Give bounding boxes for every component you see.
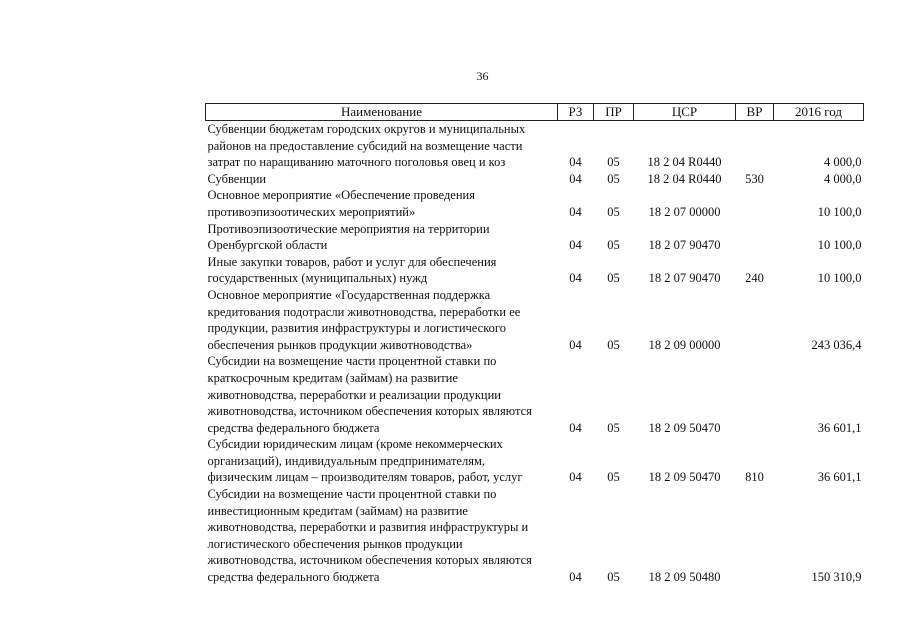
row-name: Основное мероприятие «Обеспечение проведения противоэпизоотических мероприятий» bbox=[207, 188, 475, 219]
row-amount: 10 100,0 bbox=[817, 204, 862, 219]
row-name: Противоэпизоотические мероприятия на территории Оренбургской области bbox=[207, 221, 490, 253]
header-rz: РЗ bbox=[558, 104, 594, 121]
row-vr: 530 bbox=[745, 171, 764, 186]
table-row bbox=[206, 353, 864, 436]
row-vr bbox=[736, 287, 774, 353]
row-pr: 05 bbox=[607, 204, 620, 219]
table-row bbox=[206, 287, 864, 353]
budget-table bbox=[205, 103, 864, 586]
header-year: 2016 год bbox=[774, 104, 864, 121]
header-pr: ПР bbox=[594, 104, 634, 121]
row-pr: 05 bbox=[607, 570, 620, 585]
row-pr: 05 bbox=[607, 420, 620, 435]
row-amount: 36 601,1 bbox=[817, 470, 862, 485]
row-amount: 10 100,0 bbox=[817, 271, 862, 286]
row-vr bbox=[736, 121, 774, 171]
row-rz: 04 bbox=[569, 204, 582, 219]
row-csr: 18 2 07 00000 bbox=[648, 204, 721, 219]
row-pr: 05 bbox=[607, 470, 620, 485]
table-header-row bbox=[206, 104, 864, 121]
row-name: Субвенции bbox=[207, 171, 267, 186]
row-name: Субсидии на возмещение части процентной ставки по краткосрочным кредитам (займам) на развитие животноводства, переработки и реализации продукции животноводства, источником обеспечения которых являются средства федерального бюджета bbox=[207, 354, 532, 435]
row-pr: 05 bbox=[607, 171, 620, 186]
row-rz: 04 bbox=[569, 570, 582, 585]
row-name: Субсидии юридическим лицам (кроме некоммерческих организаций), индивидуальным предпринимателям, физическим лицам – производителям товаров, работ, услуг bbox=[207, 437, 523, 485]
header-name: Наименование bbox=[206, 104, 558, 121]
row-csr: 18 2 07 90470 bbox=[648, 238, 721, 253]
header-csr: ЦСР bbox=[634, 104, 736, 121]
row-pr: 05 bbox=[607, 271, 620, 286]
table-row bbox=[206, 486, 864, 586]
row-pr: 05 bbox=[607, 337, 620, 352]
row-amount: 4 000,0 bbox=[824, 155, 862, 170]
row-name: Субсидии на возмещение части процентной ставки по инвестиционным кредитам (займам) на развитие животноводства, переработки и развития инфраструктуры и логистического обеспечения рынков продукции животноводства, источником обеспечения которых являются средства федерального бюджета bbox=[207, 487, 532, 585]
row-rz: 04 bbox=[569, 155, 582, 170]
row-name: Иные закупки товаров, работ и услуг для обеспечения государственных (муниципальных) нужд bbox=[207, 254, 497, 286]
row-vr bbox=[736, 486, 774, 586]
row-vr: 810 bbox=[745, 470, 764, 485]
row-name: Основное мероприятие «Государственная поддержка кредитования подотрасли животноводства, переработки ее продукции, развития инфраструктуры и логистического обеспечения рынков продукции животноводства» bbox=[207, 287, 521, 352]
table-row bbox=[206, 121, 864, 171]
row-vr bbox=[736, 221, 774, 254]
row-rz: 04 bbox=[569, 271, 582, 286]
row-rz: 04 bbox=[569, 420, 582, 435]
row-csr: 18 2 09 50480 bbox=[648, 570, 721, 585]
row-csr: 18 2 09 00000 bbox=[648, 337, 721, 352]
row-amount: 4 000,0 bbox=[824, 171, 862, 186]
row-name: Субвенции бюджетам городских округов и муниципальных районов на предоставление субсидий на возмещение части затрат по наращиванию маточного поголовья овец и коз bbox=[207, 122, 526, 170]
table-row bbox=[206, 436, 864, 486]
row-csr: 18 2 09 50470 bbox=[648, 470, 721, 485]
row-amount: 243 036,4 bbox=[811, 337, 862, 352]
row-rz: 04 bbox=[569, 171, 582, 186]
row-pr: 05 bbox=[607, 155, 620, 170]
row-vr bbox=[736, 353, 774, 436]
row-rz: 04 bbox=[569, 337, 582, 352]
row-csr: 18 2 04 R0440 bbox=[647, 155, 722, 170]
row-amount: 10 100,0 bbox=[817, 238, 862, 253]
row-amount: 150 310,9 bbox=[811, 570, 862, 585]
row-csr: 18 2 07 90470 bbox=[648, 271, 721, 286]
row-vr: 240 bbox=[745, 271, 764, 286]
table-row bbox=[206, 187, 864, 220]
row-vr bbox=[736, 187, 774, 220]
row-csr: 18 2 09 50470 bbox=[648, 420, 721, 435]
page-number: 36 bbox=[476, 69, 489, 83]
table-row bbox=[206, 254, 864, 287]
table-row bbox=[206, 171, 864, 188]
row-rz: 04 bbox=[569, 470, 582, 485]
table-row bbox=[206, 221, 864, 254]
header-vr: ВР bbox=[736, 104, 774, 121]
row-csr: 18 2 04 R0440 bbox=[647, 171, 722, 186]
row-pr: 05 bbox=[607, 238, 620, 253]
row-amount: 36 601,1 bbox=[817, 420, 862, 435]
row-rz: 04 bbox=[569, 238, 582, 253]
